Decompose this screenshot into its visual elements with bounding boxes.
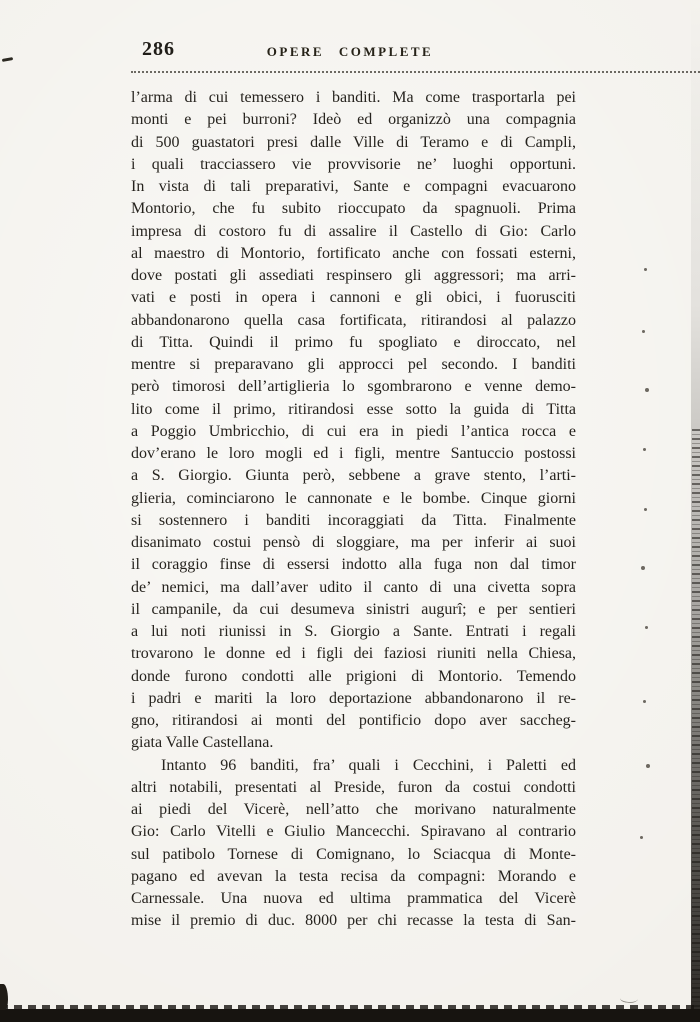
text-line: Montorio, che fu subito rioccupato da spagnuoli. Prima [131, 200, 576, 218]
text-line: si sostennero i banditi incoraggiati da Titta. Finalmente [131, 511, 576, 529]
text-line: il campanile, da cui desumeva sinistri augurî; e per sentieri [131, 600, 576, 618]
text-line: a S. Giorgio. Giunta però, sebbene a grave stento, l’arti- [131, 467, 576, 485]
text-line: mentre si preparavano gli approcci pel secondo. I banditi [131, 356, 576, 373]
text-line: disanimato costui pensò di sloggiare, ma per inferir ai suoi [131, 534, 576, 551]
text-line: di 500 guastatori presi dalle Ville di Teramo e di Campli, [131, 133, 576, 151]
text-line: l’arma di cui temessero i banditi. Ma come trasportarla pei [131, 89, 576, 106]
text-line: pagano ed avevan la testa recisa da compagni: Morando e [131, 867, 576, 885]
header-dotted-rule [131, 71, 700, 73]
text-line: donde furono condotti alle prigioni di Montorio. Temendo [131, 667, 576, 685]
text-line: a Poggio Umbricchio, di cui era in piedi l’antica rocca e [131, 422, 576, 440]
text-line: abbandonarono quella casa fortificata, ritirandosi al palazzo [131, 311, 576, 329]
text-line: di Titta. Quindi il primo fu spogliato e diroccato, nel [131, 333, 576, 351]
text-line: altri notabili, presentati al Preside, furon da costui condotti [131, 778, 576, 796]
running-header: OPERE COMPLETE [266, 44, 434, 59]
body-text [131, 87, 576, 933]
scan-speck-left-blob [0, 984, 8, 1010]
text-line: trovarono le donne ed i figli dei faziosi riuniti nella Chiesa, [131, 645, 576, 663]
text-line: Carnessale. Una nuova ed ultima prammatica del Vicerè [131, 890, 576, 907]
text-line: al maestro di Montorio, fortificato anche con fossati esterni, [131, 244, 576, 262]
text-line: Intanto 96 banditi, fra’ quali i Cecchini, i Paletti ed [161, 756, 576, 774]
text-line: ai piedi del Vicerè, nell’atto che morivano naturalmente [131, 801, 576, 818]
text-line: de’ nemici, ma dall’aver udito il canto di una civetta sopra [131, 578, 576, 596]
text-line: lito come il primo, ritirandosi esse sotto la guida di Titta [131, 400, 576, 418]
text-line: giata Valle Castellana. [131, 734, 274, 752]
scan-right-edge-speckle [692, 429, 700, 1022]
text-line: gno, ritirandosi ai monti del pontificio dopo aver saccheg- [131, 712, 576, 729]
text-line: però timorosi dell’artiglieria lo sgombrarono e venne demo- [131, 378, 576, 396]
text-line: dov’erano le loro mogli ed i figli, mentre Santuccio postossi [131, 445, 576, 462]
text-line: i padri e mariti la loro deportazione abbandonarono il re- [131, 689, 576, 707]
text-line: i quali tracciassero vie provvisorie ne’ luoghi opportuni. [131, 155, 576, 173]
text-line: sul patibolo Tornese di Comignano, lo Sciacqua di Monte- [131, 845, 576, 863]
scan-curve-mark [619, 993, 638, 1004]
text-line: dove postati gli assediati respinsero gli aggressori; ma arri- [131, 267, 576, 284]
text-line: glieria, cominciarono le cannonate e le bombe. Cinque giorni [131, 489, 576, 507]
text-line: impresa di costoro fu di assalire il Castello di Gio: Carlo [131, 222, 576, 240]
text-line: il coraggio finse di essersi indotto alla fuga non dal timor [131, 556, 576, 574]
page-number: 286 [142, 38, 175, 60]
scan-bottom-edge [0, 1009, 700, 1022]
text-line: In vista di tali preparativi, Sante e compagni evacuarono [131, 178, 576, 195]
text-line: vati e posti in opera i cannoni e gli obici, i fuorusciti [131, 289, 576, 307]
text-line: a lui noti riunissi in S. Giorgio a Sante. Entrati i regali [131, 623, 576, 640]
text-line: mise il premio di duc. 8000 per chi recasse la testa di San- [131, 912, 576, 930]
scan-speck-left-dash [2, 57, 13, 62]
text-line: Gio: Carlo Vitelli e Giulio Mancecchi. Spiravano al contrario [131, 823, 576, 841]
text-line: monti e pei burroni? Ideò ed organizzò una compagnia [131, 111, 576, 129]
